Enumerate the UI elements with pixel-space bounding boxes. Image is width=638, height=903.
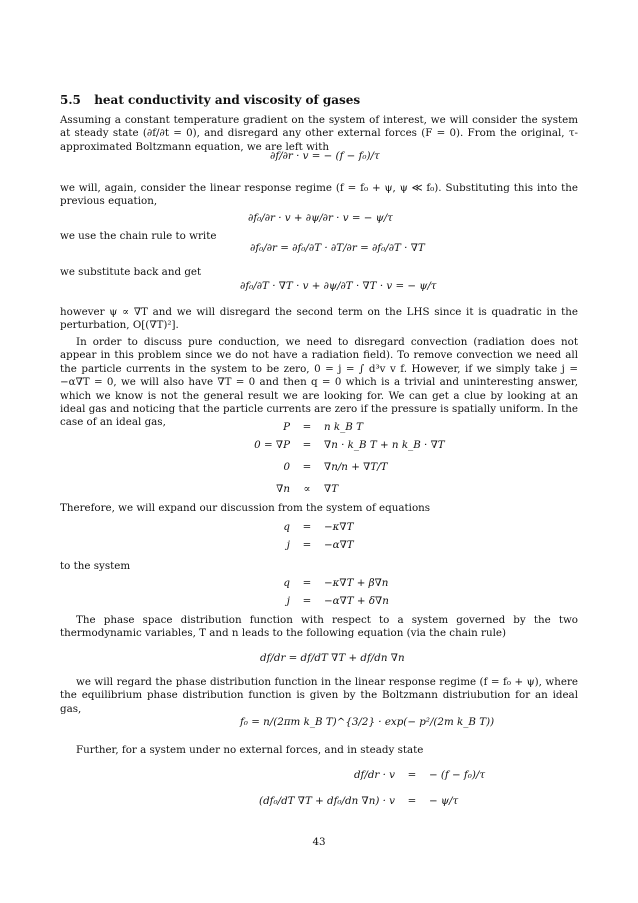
equation-row: 0 = ∇P = ∇n · k_B T + n k_B · ∇T [254, 439, 445, 451]
equation-6: f₀ = n/(2πm k_B T)^{3/2} · exp(− p²/(2m k_B T)) [240, 716, 495, 728]
equation-row: P = n k_B T [283, 421, 364, 433]
equation-row: df/dr · v = − (f − f₀)/τ [353, 769, 486, 781]
paragraph: In order to discuss pure conduction, we need to disregard convection (radiation does not appear in this problem since we do not have a radiation field). To remove convection we need all the particle currents in the system to be zero, 0 = j = ∫ d³v v f. However, if we simply take j = −α∇T = 0, we will also have ∇T = 0 and then q = 0 which is a trivial and uninteresting answer, which we know is not the general result we are looking for. We can get a clue by looking at an ideal gas and noticing that the particle currents are zero if the pressure is spatially uniform. In the case of an ideal gas, [60, 336, 578, 429]
paragraph: we will regard the phase distribution function in the linear response regime (f = f₀ + ψ), where the equilibrium phase distribution function is given by the Boltzmann distriubution for an ideal gas, [60, 676, 578, 715]
equation-row: 0 = ∇n/n + ∇T/T [283, 461, 388, 473]
paragraph: however ψ ∝ ∇T and we will disregard the second term on the LHS since it is quadratic in the perturbation, O[(∇T)²]. [60, 306, 578, 332]
page-number: 43 [312, 836, 326, 848]
section-number: 5.5 [60, 93, 81, 107]
paragraph: The phase space distribution function with respect to a system governed by the two thermodynamic variables, T and n leads to the following equation (via the chain rule) [60, 614, 578, 640]
paragraph: Further, for a system under no external forces, and in steady state [76, 744, 424, 756]
equation-4: ∂f₀/∂T · ∇T · v + ∂ψ/∂T · ∇T · v = − ψ/τ [240, 280, 437, 292]
paragraph: we use the chain rule to write [60, 230, 217, 242]
equation-row: j = −α∇T + δ∇n [286, 595, 389, 607]
equation-3: ∂f₀/∂r = ∂f₀/∂T · ∂T/∂r = ∂f₀/∂T · ∇T [250, 242, 425, 254]
equation-1: ∂f/∂r · v = − (f − f₀)/τ [270, 150, 380, 162]
equation-row: (df₀/dT ∇T + df₀/dn ∇n) · v = − ψ/τ [259, 795, 459, 807]
section-title: heat conductivity and viscosity of gases [94, 93, 361, 107]
paragraph: Assuming a constant temperature gradient on the system of interest, we will consider the system at steady state (∂f/∂t = 0), and disregard any other external forces (F = 0). From the original, τ-approximated Boltzmann equation, we are left with [60, 114, 578, 153]
equation-row: ∇n ∝ ∇T [276, 483, 339, 495]
paragraph: Therefore, we will expand our discussion from the system of equations [60, 502, 431, 514]
section-heading [60, 93, 360, 107]
equation-row: q = −κ∇T + β∇n [283, 577, 389, 589]
equation-5: df/dr = df/dT ∇T + df/dn ∇n [260, 652, 405, 664]
equation-2: ∂f₀/∂r · v + ∂ψ/∂r · v = − ψ/τ [248, 212, 393, 224]
paragraph: we substitute back and get [60, 266, 202, 278]
equation-row: q = −κ∇T [283, 521, 354, 533]
equation-system-1 [270, 518, 354, 554]
equation-final [195, 762, 485, 814]
paragraph: we will, again, consider the linear response regime (f = f₀ + ψ, ψ ≪ f₀). Substituting this into the previous equation, [60, 182, 578, 208]
paragraph: to the system [60, 560, 131, 572]
equation-system-2 [270, 574, 389, 610]
equation-row: j = −α∇T [286, 539, 354, 551]
ideal-gas-equations [230, 418, 445, 498]
